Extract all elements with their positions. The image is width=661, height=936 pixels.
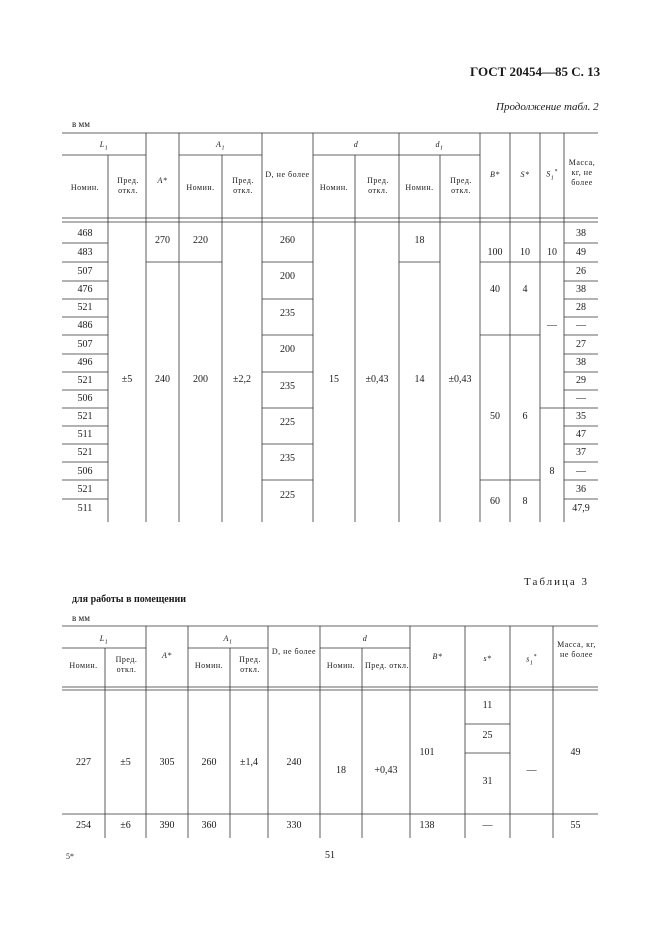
t3-header-l1: $L_1$ — [99, 634, 109, 646]
t2-l1-3: 507 — [77, 266, 93, 277]
t2-mass-11: 35 — [576, 411, 586, 422]
t2-mass-13: 37 — [576, 447, 586, 458]
t2-l1-5: 521 — [77, 302, 93, 313]
t2-l1-13: 521 — [77, 447, 93, 458]
t2-d-4: 200 — [280, 344, 295, 355]
t2-d-nomin: 15 — [329, 374, 339, 385]
standard-header: ГОСТ 20454—85 С. 13 — [470, 64, 601, 79]
t2-header-astar: A* — [157, 176, 168, 185]
table3-label: Таблица 3 — [524, 576, 590, 588]
t2-mass-4: 38 — [576, 284, 586, 295]
t2-b-3: 50 — [490, 411, 500, 422]
t3-r1-l1-pred: ±5 — [120, 757, 131, 768]
t2-header-D: D, не более — [265, 170, 310, 179]
t2-s1-3: 8 — [549, 466, 555, 477]
t3-header-l1-pred: Пред. откл. — [115, 655, 138, 674]
t2-s-3: 6 — [522, 411, 528, 422]
t3-header-a1: $A_1$ — [223, 634, 233, 646]
t2-header-d-nomin: Номин. — [319, 183, 349, 192]
t3-r1-d-pred: +0,43 — [374, 765, 398, 776]
t3-r2-a: 390 — [159, 820, 175, 831]
t3-r1-mass: 49 — [570, 747, 581, 758]
t3-r2-D: 330 — [286, 820, 302, 831]
t2-l1-16: 511 — [77, 503, 93, 514]
t2-l1-8: 496 — [77, 357, 93, 368]
t2-s-2: 4 — [522, 284, 528, 295]
t3-r1-s-3: 31 — [482, 776, 493, 787]
t2-mass-9: 29 — [576, 375, 586, 386]
t3-header-mass: Масса, кг, не более — [557, 640, 596, 659]
t3-r2-mass: 55 — [570, 820, 581, 831]
t2-mass-2: 49 — [576, 247, 586, 258]
t2-l1-2: 483 — [77, 247, 93, 258]
t3-r1-a1-pred: ±1,4 — [240, 757, 258, 768]
t3-r1-s-2: 25 — [482, 730, 493, 741]
t2-header-a1: $A_1$ — [216, 140, 225, 152]
t2-astar-1: 270 — [155, 235, 170, 246]
t2-mass-16: 47,9 — [572, 503, 590, 514]
page-number: 51 — [325, 850, 335, 861]
t2-mass-14: — — [576, 466, 586, 477]
t3-r2-s: — — [482, 820, 493, 831]
t3-header-d: d — [362, 634, 368, 643]
t2-d1-pred: ±0,43 — [448, 374, 472, 385]
t2-l1-9: 521 — [77, 375, 93, 386]
t2-b-1: 100 — [487, 247, 503, 258]
t2-l1-pred: ±5 — [121, 374, 133, 385]
t3-header-astar: A* — [162, 651, 172, 660]
t3-header-d-nomin: Номин. — [326, 661, 356, 670]
t2-header-l1: $L_1$ — [99, 140, 109, 152]
t2-d-6: 225 — [280, 417, 295, 428]
t2-header-bstar: B* — [490, 170, 500, 179]
t2-d-8: 225 — [280, 490, 295, 501]
t3-r2-l1-pred: ±6 — [120, 820, 131, 831]
t2-header-a1-nomin: Номин. — [186, 183, 215, 192]
t2-mass-6: — — [576, 320, 586, 331]
t2-header-sstar: S* — [520, 170, 530, 179]
t2-header-d1-nomin: Номин. — [405, 183, 434, 192]
t2-header-mass: Масса, кг, не более — [568, 158, 596, 187]
t2-a1-1: 220 — [193, 235, 208, 246]
t2-d-2: 200 — [280, 271, 295, 282]
table2-units: в мм — [72, 119, 90, 129]
t2-d1-1: 18 — [414, 235, 425, 246]
footer-mark: 5* — [66, 852, 74, 861]
t3-header-s1: $s_1^*$ — [526, 654, 537, 667]
t2-mass-7: 27 — [576, 339, 586, 350]
t2-mass-5: 28 — [576, 302, 586, 313]
t2-a1-pred: ±2,2 — [233, 374, 251, 385]
t2-s1-1: 10 — [547, 247, 557, 258]
t2-d-pred: ±0,43 — [365, 374, 389, 385]
t3-r1-a1: 260 — [201, 757, 217, 768]
t3-r1-s-1: 11 — [482, 700, 493, 711]
t2-mass-12: 47 — [576, 429, 586, 440]
t2-header-a1-pred: Пред. откл. — [232, 176, 254, 195]
t3-header-D: D, не более — [271, 647, 317, 656]
t2-s-4: 8 — [522, 496, 528, 507]
t2-mass-15: 36 — [576, 484, 586, 495]
t2-d-5: 235 — [280, 381, 295, 392]
t2-mass-3: 26 — [576, 266, 586, 277]
t2-d-7: 235 — [280, 453, 295, 464]
t2-l1-15: 521 — [77, 484, 93, 495]
t2-l1-6: 486 — [77, 320, 93, 331]
t2-astar-2: 240 — [155, 374, 170, 385]
t2-mass-8: 38 — [576, 357, 586, 368]
t2-d-1: 260 — [280, 235, 295, 246]
t3-r1-b: 101 — [419, 747, 435, 758]
t2-l1-10: 506 — [77, 393, 93, 404]
t3-header-sstar: s* — [483, 654, 492, 663]
t2-l1-12: 511 — [77, 429, 93, 440]
t2-header-d1-pred: Пред. откл. — [450, 176, 472, 195]
t2-header-d: d — [353, 140, 359, 149]
t3-header-d-pred: Пред. откл. — [364, 661, 410, 670]
t2-s-1: 10 — [520, 247, 530, 258]
t3-r1-a: 305 — [159, 757, 175, 768]
t3-header-a1-pred: Пред. откл. — [239, 655, 261, 674]
t3-header-bstar: B* — [432, 652, 443, 661]
t2-a1-2: 200 — [193, 374, 208, 385]
t2-l1-11: 521 — [77, 411, 93, 422]
t3-r1-d: 18 — [336, 765, 346, 776]
t2-l1-1: 468 — [77, 228, 93, 239]
t2-header-l1-nomin: Номин. — [70, 183, 100, 192]
t2-d1-2: 14 — [414, 374, 425, 385]
t3-r1-D: 240 — [286, 757, 302, 768]
t3-header-a1-nomin: Номин. — [194, 661, 224, 670]
t2-b-4: 60 — [490, 496, 500, 507]
t2-header-d1: $d_1$ — [435, 140, 444, 152]
t3-r1-l1: 227 — [76, 757, 91, 768]
t2-l1-4: 476 — [77, 284, 93, 295]
t3-r2-l1: 254 — [76, 820, 91, 831]
table3-caption: для работы в помещении — [72, 594, 186, 605]
t2-l1-14: 506 — [77, 466, 93, 477]
table3-units: в мм — [72, 613, 90, 623]
t2-s1-2: — — [547, 320, 557, 331]
t2-mass-1: 38 — [576, 228, 586, 239]
t2-header-d-pred: Пред. откл. — [367, 176, 389, 195]
t2-mass-10: — — [576, 393, 586, 404]
t2-d-3: 235 — [280, 308, 295, 319]
continuation-label: Продолжение табл. 2 — [496, 101, 599, 113]
t2-header-l1-pred: Пред. откл. — [117, 176, 139, 195]
t2-header-s1: $S_1^*$ — [546, 169, 558, 182]
t3-r2-a1: 360 — [201, 820, 217, 831]
t2-l1-7: 507 — [77, 339, 93, 350]
t3-header-l1-nomin: Номин. — [69, 661, 98, 670]
t3-r2-b: 138 — [419, 820, 435, 831]
t2-b-2: 40 — [490, 284, 500, 295]
t3-r1-s1: — — [526, 765, 537, 776]
